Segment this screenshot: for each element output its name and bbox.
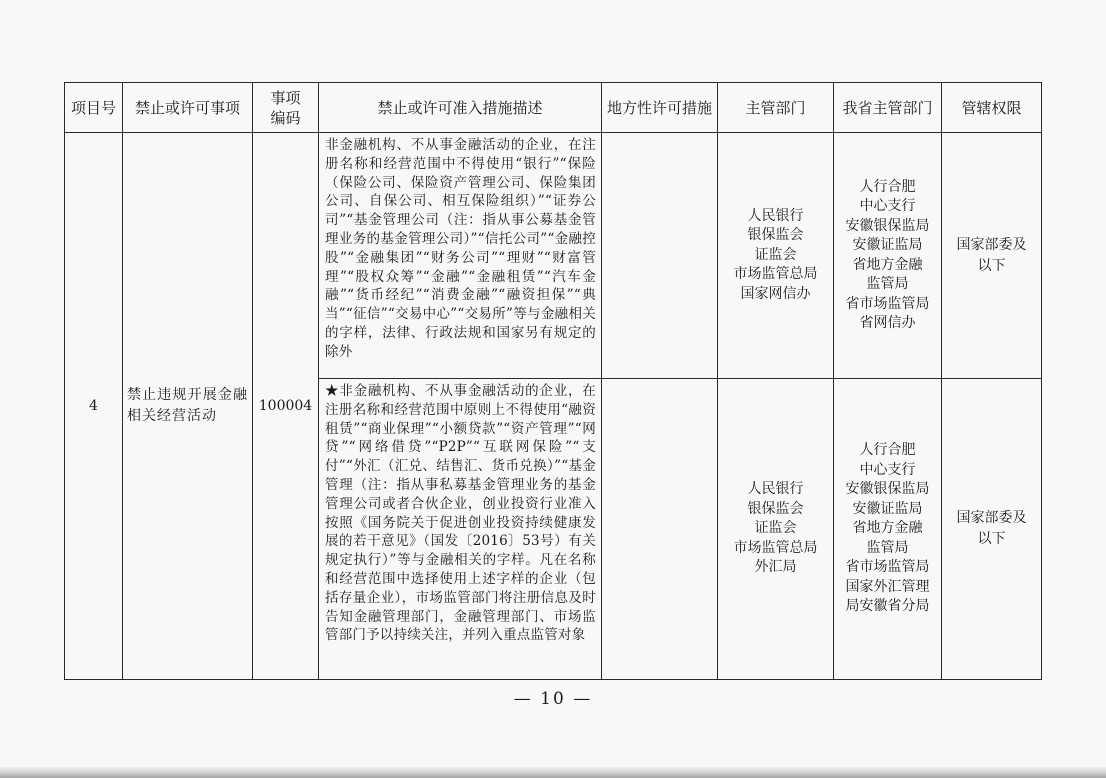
- department-line: 市场监管总局: [733, 539, 818, 556]
- jurisdiction-cell: 国家部委及以下: [942, 379, 1042, 680]
- department-line: 市场监管总局: [733, 266, 818, 283]
- scan-shadow-edge: [0, 766, 1106, 778]
- department-line: 安徽银保监局: [845, 481, 930, 498]
- measure-description-text: ★非金融机构、不从事金融活动的企业，在注册名称和经营范围中原则上不得使用“融资租赁”“商业保理”“小额贷款”“资产管理”“网贷”“网络借贷”“P2P”“互联网保险”“支付”“外汇（汇兑、结售汇、货币兑换）”“基金管理（注：指从事私募基金管理业务的基金管理公司或者合伙企业，创业投资行业准入按照《国务院关于促进创业投资持续健康发展的若干意见》（国发〔2016〕53号）有关规定执行）”等与金融相关的字样。凡在名称和经营范围中选择使用上述字样的企业（包括存量企业），市场监管部门将注册信息及时告知金融管理部门，金融管理部门、市场监管部门予以持续关注，并列入重点监管对象: [325, 383, 596, 644]
- department-line: 人行合肥: [859, 178, 916, 195]
- department-line: 国家网信办: [740, 285, 811, 302]
- department-line: 局安徽省分局: [845, 598, 930, 615]
- department-line: 省市场监管局: [845, 295, 930, 312]
- department-line: 中心支行: [859, 198, 916, 214]
- header-department: 主管部门: [718, 83, 834, 133]
- department-line: 省市场监管局: [845, 559, 930, 576]
- department-line: 安徽银保监局: [845, 217, 930, 234]
- measure-description-cell: [319, 133, 602, 379]
- header-item-number: 项目号: [65, 83, 123, 133]
- department-line: 证监会: [754, 246, 797, 263]
- item-name-cell: 禁止违规开展金融相关经营活动: [123, 133, 253, 680]
- header-row: [65, 83, 1042, 133]
- department-line: 人民银行: [747, 207, 804, 224]
- department-line: 省地方金融: [852, 520, 923, 537]
- item-code-cell: 100004: [253, 133, 319, 680]
- header-local-measure: 地方性许可措施: [602, 83, 718, 133]
- departments-cell: [718, 133, 834, 379]
- department-line: 人行合肥: [859, 442, 916, 459]
- table-row: [65, 133, 1042, 379]
- header-item-code: 事项 编码: [253, 83, 319, 133]
- jurisdiction-cell: 国家部委及以下: [942, 133, 1042, 379]
- page-number: — 10 —: [513, 689, 593, 709]
- department-line: 监管局: [866, 276, 909, 292]
- table-header: [65, 83, 1042, 133]
- header-province-department: 我省主管部门: [834, 83, 942, 133]
- department-line: 监管局: [866, 539, 909, 556]
- measure-description-text: 非金融机构、不从事金融活动的企业，在注册名称和经营范围中不得使用“银行”“保险（保险公司、保险资产管理公司、保险集团公司、自保公司、相互保险组织）”“证券公司”“基金管理公司（注：指从事公募基金管理业务的基金管理公司）”“信托公司”“金融控股”“金融集团”“财务公司”“理财”“财富管理”“股权众筹”“金融”“金融租赁”“汽车金融”“货币经纪”“消费金融”“融资担保”“典当”“征信”“交易中心”“交易所”等与金融相关的字样，法律、行政法规和国家另有规定的除外: [325, 137, 596, 360]
- province-departments-cell: [834, 133, 942, 379]
- department-line: 银保监会: [747, 227, 804, 244]
- department-line: 安徽证监局: [852, 500, 923, 517]
- department-line: 证监会: [754, 520, 797, 537]
- negative-list-table: [64, 82, 1042, 680]
- department-line: 人民银行: [747, 481, 804, 498]
- department-line: 安徽证监局: [852, 237, 923, 253]
- departments-cell: [718, 379, 834, 680]
- province-departments-cell: [834, 379, 942, 680]
- measure-description-cell: [319, 379, 602, 680]
- item-number-cell: 4: [65, 133, 123, 680]
- local-measure-cell: [602, 379, 718, 680]
- header-jurisdiction: 管辖权限: [942, 83, 1042, 133]
- department-line: 国家外汇管理: [845, 578, 930, 595]
- header-measure-description: 禁止或许可准入措施描述: [319, 83, 602, 133]
- department-line: 银保监会: [747, 500, 804, 517]
- department-line: 省地方金融: [852, 256, 923, 273]
- department-line: 中心支行: [859, 461, 916, 478]
- department-line: 省网信办: [859, 315, 916, 331]
- header-item-name: 禁止或许可事项: [123, 83, 253, 133]
- local-measure-cell: [602, 133, 718, 379]
- department-line: 外汇局: [754, 559, 797, 576]
